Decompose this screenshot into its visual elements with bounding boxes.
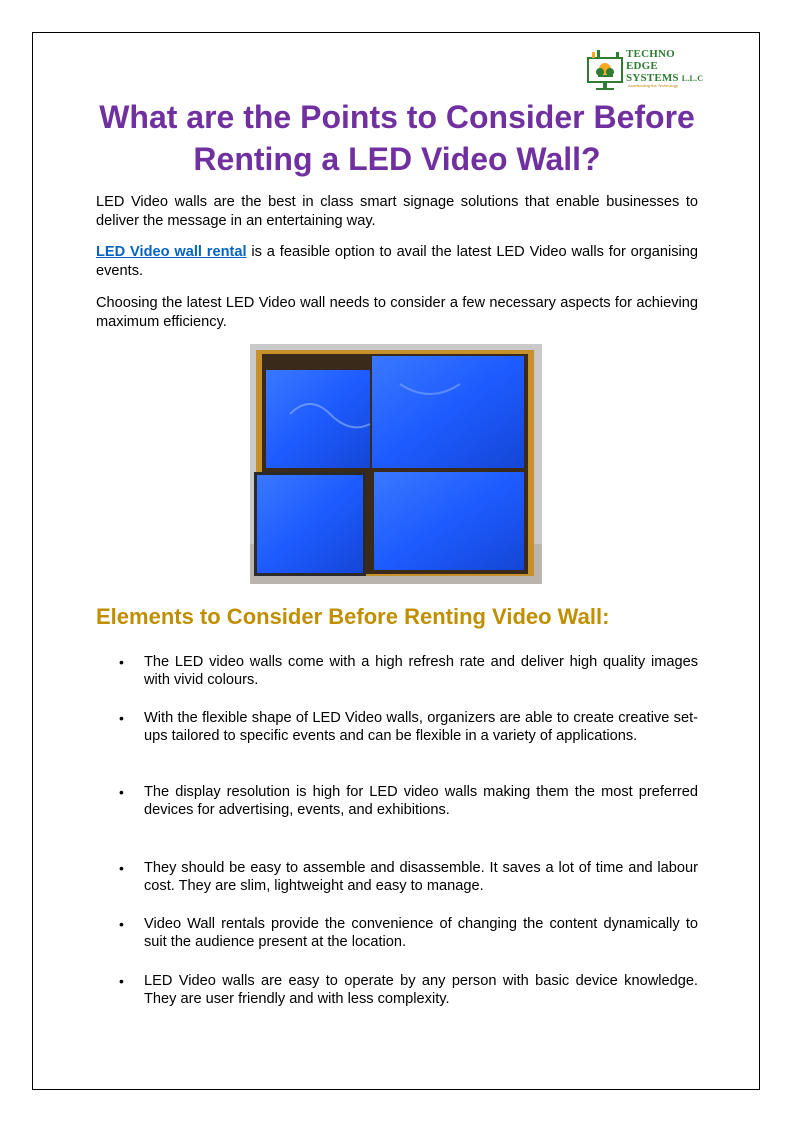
bullet-item: Video Wall rentals provide the convenience of changing the content dynamically to suit the audience present at the location. [144, 916, 698, 950]
bullet-item: They should be easy to assemble and disassemble. It saves a lot of time and labour cost. They are slim, lightweight and easy to manage. [144, 860, 698, 894]
choosing-paragraph: Choosing the latest LED Video wall needs to consider a few necessary aspects for achieving maximum efficiency. [96, 295, 698, 330]
bullet-marker: • [119, 916, 124, 932]
intro-paragraph: LED Video walls are the best in class smart signage solutions that enable businesses to deliver the message in an entertaining way. [96, 194, 698, 229]
video-wall-photo [250, 344, 542, 584]
bullet-item: The LED video walls come with a high refresh rate and deliver high quality images with vivid colours. [144, 654, 698, 688]
bullet-marker: • [119, 654, 124, 670]
bullet-marker: • [119, 710, 124, 726]
bullet-item: LED Video walls are easy to operate by any person with basic device knowledge. They are user friendly and with less complexity. [144, 973, 698, 1007]
bullet-marker: • [119, 784, 124, 800]
bullet-marker: • [119, 860, 124, 876]
bullet-marker: • [119, 973, 124, 989]
bullet-item: The display resolution is high for LED video walls making them the most preferred devices for advertising, events, and exhibitions. [144, 784, 698, 818]
company-logo [586, 46, 706, 92]
bullet-item: With the flexible shape of LED Video walls, organizers are able to create creative set-ups tailored to specific events and can be flexible in a variety of applications. [144, 710, 698, 744]
logo-line-systems: SYSTEMS [626, 72, 679, 84]
rental-paragraph [96, 243, 698, 281]
logo-line-techno: TECHNO [626, 48, 675, 60]
logo-tagline: Accelerating the Technology [628, 83, 678, 88]
section-heading: Elements to Consider Before Renting Video Wall: [96, 604, 610, 629]
logo-wordmark [626, 48, 703, 85]
page-title: What are the Points to Consider Before Renting a LED Video Wall? [99, 99, 695, 177]
logo-monitor-icon [586, 50, 626, 92]
led-video-wall-rental-link[interactable]: LED Video wall rental [96, 244, 247, 260]
logo-suffix: L.L.C [681, 74, 704, 83]
logo-line-edge: EDGE [626, 60, 658, 72]
rental-paragraph-text: is a feasible option to avail the latest LED Video walls for organising events. [96, 244, 698, 279]
